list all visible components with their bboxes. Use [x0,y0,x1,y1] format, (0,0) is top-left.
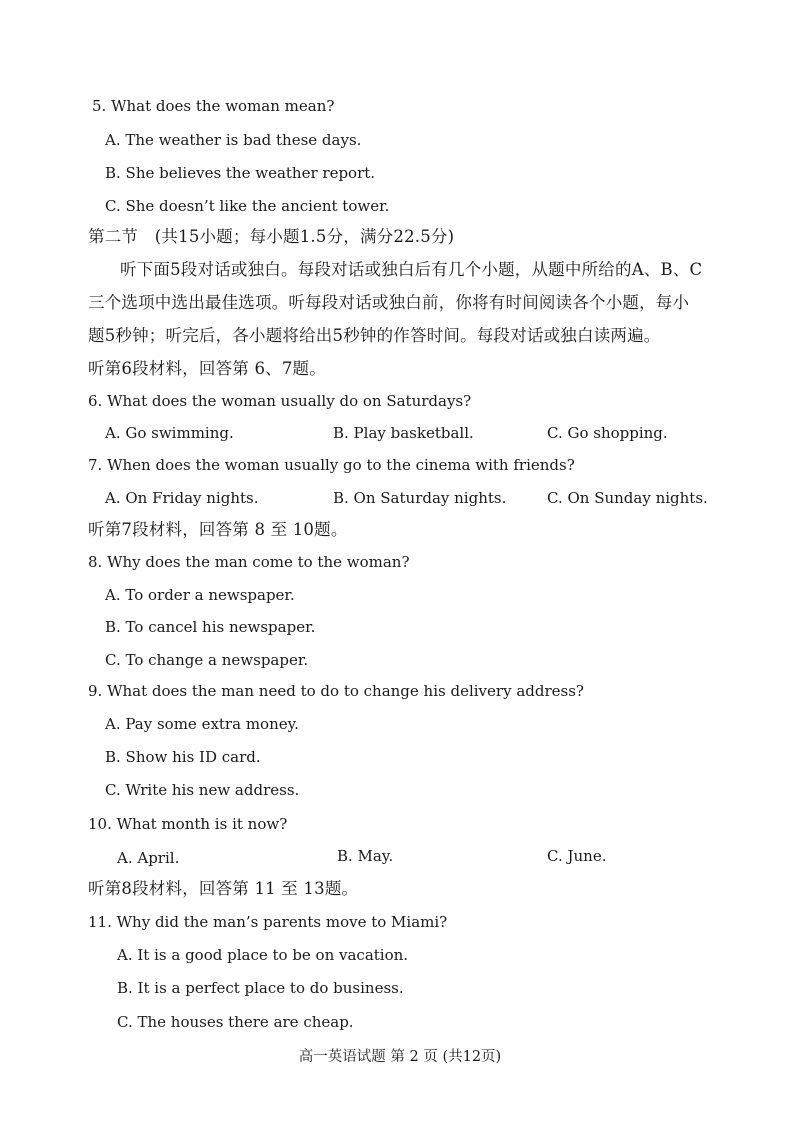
question-5: 5. What does the woman mean? [92,97,335,115]
q5-option-c: C. She doesn’t like the ancient tower. [105,197,390,215]
q9-option-b: B. Show his ID card. [105,748,261,766]
section-2-heading: 第二节 (共15小题；每小题1.5分，满分22.5分) [88,227,455,246]
q6-option-c: C. Go shopping. [547,424,668,442]
question-10: 10. What month is it now? [88,815,288,833]
q8-option-a: A. To order a newspaper. [105,586,295,604]
material-8-label: 听第8段材料，回答第 11 至 13题。 [88,879,359,898]
q5-option-a: A. The weather is bad these days. [105,131,362,149]
material-6-label: 听第6段材料，回答第 6、7题。 [88,359,326,378]
instructions-line-2: 三个选项中选出最佳选项。听每段对话或独白前，你将有时间阅读各个小题，每小 [88,293,690,312]
q11-option-b: B. It is a perfect place to do business. [117,979,404,997]
q11-option-c: C. The houses there are cheap. [117,1013,354,1031]
q8-option-b: B. To cancel his newspaper. [105,618,316,636]
q10-option-b: B. May. [337,847,394,865]
question-8: 8. Why does the man come to the woman? [88,553,410,571]
q6-option-a: A. Go swimming. [105,424,234,442]
q9-option-c: C. Write his new address. [105,781,300,799]
question-9: 9. What does the man need to do to change his delivery address? [88,682,584,700]
question-11: 11. Why did the man’s parents move to Miami? [88,913,448,931]
q11-option-a: A. It is a good place to be on vacation. [117,946,409,964]
q7-option-c: C. On Sunday nights. [547,489,708,507]
q10-option-a: A. April. [117,849,180,867]
question-7: 7. When does the woman usually go to the cinema with friends? [88,456,575,474]
q5-option-b: B. She believes the weather report. [105,164,376,182]
q7-option-a: A. On Friday nights. [105,489,259,507]
q9-option-a: A. Pay some extra money. [105,715,299,733]
page-footer: 高一英语试题 第 2 页 (共12页) [298,1049,502,1065]
q8-option-c: C. To change a newspaper. [105,651,309,669]
q7-option-b: B. On Saturday nights. [333,489,507,507]
instructions-line-1: 听下面5段对话或独白。每段对话或独白后有几个小题，从题中所给的A、B、C [120,260,703,279]
question-6: 6. What does the woman usually do on Saturdays? [88,392,472,410]
material-7-label: 听第7段材料，回答第 8 至 10题。 [88,520,348,539]
q10-option-c: C. June. [547,847,607,865]
instructions-line-3: 题5秒钟；听完后，各小题将给出5秒钟的作答时间。每段对话或独白读两遍。 [88,326,661,345]
q6-option-b: B. Play basketball. [333,424,474,442]
